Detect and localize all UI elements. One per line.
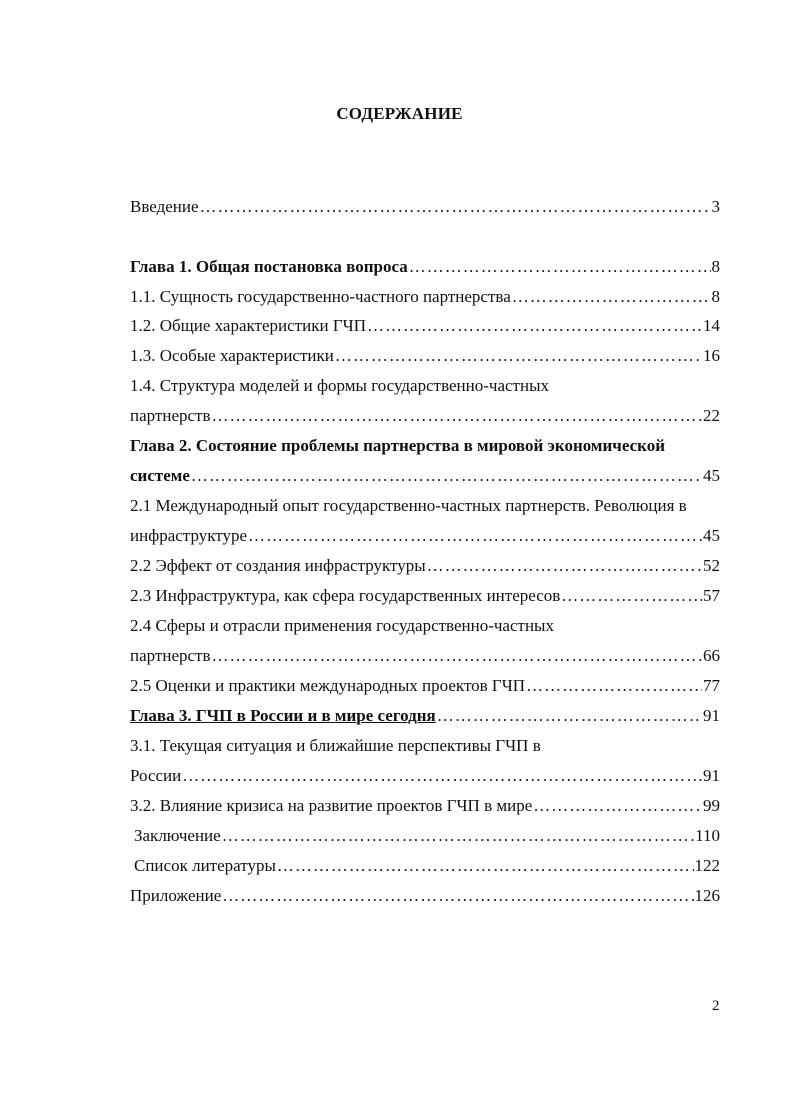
toc-leader-dots: [367, 315, 702, 337]
toc-title: СОДЕРЖАНИЕ: [336, 104, 463, 123]
toc-entry-page: 8: [711, 257, 720, 276]
toc-entry-label: 3.1. Текущая ситуация и ближайшие перспективы ГЧП в: [130, 736, 541, 755]
toc-entry-page: 57: [703, 586, 720, 605]
toc-entry-page: 8: [711, 287, 720, 306]
toc-leader-dots: [437, 705, 702, 727]
toc-entry-label: России: [130, 766, 182, 785]
toc-entry-label: инфраструктуре: [130, 526, 247, 545]
toc-entry-2-4-line1: [130, 615, 720, 637]
toc-entry-label: системе: [130, 466, 190, 485]
toc-entry-2-4-line2: [130, 645, 720, 667]
toc-leader-dots: [409, 256, 711, 278]
toc-leader-dots: [335, 345, 702, 367]
toc-entry-label: 2.3 Инфраструктура, как сфера государственных интересов: [130, 586, 561, 605]
toc-leader-dots: [526, 675, 702, 697]
toc-entry-label: Глава 3. ГЧП в России и в мире сегодня: [130, 706, 436, 725]
toc-entry-introduction: [130, 196, 720, 218]
toc-leader-dots: [191, 465, 702, 487]
toc-entry-chapter-1: [130, 256, 720, 278]
toc-entry-page: 16: [703, 346, 720, 365]
toc-entry-page: 52: [703, 556, 720, 575]
toc-entry-page: 99: [703, 796, 720, 815]
toc-entry-label: 1.1. Сущность государственно-частного партнерства: [130, 287, 511, 306]
toc-entry-page: 126: [694, 886, 720, 905]
toc-leader-dots: [222, 825, 694, 847]
toc-entry-label: 1.3. Особые характеристики: [130, 346, 334, 365]
toc-entry-label: Список литературы: [134, 856, 276, 875]
toc-entry-1-4-line1: [130, 375, 720, 397]
toc-leader-dots: [427, 555, 702, 577]
toc-leader-dots: [212, 645, 703, 667]
toc-entry-2-1-line2: [130, 525, 720, 547]
toc-entry-label: 2.4 Сферы и отрасли применения государственно-частных: [130, 616, 554, 635]
toc-entry-2-5: [130, 675, 720, 697]
toc-leader-dots: [561, 585, 702, 607]
toc-entry-label: 2.5 Оценки и практики международных проектов ГЧП: [130, 676, 526, 695]
toc-entry-bibliography: [134, 855, 720, 877]
toc-entry-3-2: [130, 795, 720, 817]
toc-entry-label: 2.2 Эффект от создания инфраструктуры: [130, 556, 426, 575]
toc-entry-label: 1.4. Структура моделей и формы государственно-частных: [130, 376, 549, 395]
toc-entry-2-1-line1: [130, 495, 720, 517]
toc-leader-dots: [248, 525, 702, 547]
toc-leader-dots: [533, 795, 702, 817]
toc-entry-label: Введение: [130, 197, 199, 216]
toc-entry-label: партнерств: [130, 406, 211, 425]
toc-entry-label: 2.1 Международный опыт государственно-частных партнерств. Революция в: [130, 496, 687, 515]
toc-entry-page: 91: [703, 766, 720, 785]
toc-entry-1-2: [130, 315, 720, 337]
toc-entry-page: 3: [711, 197, 720, 216]
toc-entry-page: 45: [703, 466, 720, 485]
toc-entry-3-1-line1: [130, 735, 720, 757]
toc-entry-label: Заключение: [134, 826, 221, 845]
toc-entry-label: партнерств: [130, 646, 211, 665]
toc-entry-page: 14: [703, 316, 720, 335]
toc-entry-1-1: [130, 286, 720, 308]
toc-entry-conclusion: [134, 825, 720, 847]
toc-entry-appendix: [130, 885, 720, 907]
toc-entry-2-2: [130, 555, 720, 577]
toc-entry-chapter-3: [130, 705, 720, 727]
toc-entry-page: 77: [703, 676, 720, 695]
toc-entry-3-1-line2: [130, 765, 720, 787]
toc-entry-label: 3.2. Влияние кризиса на развитие проектов ГЧП в мире: [130, 796, 533, 815]
toc-entry-page: 122: [694, 856, 720, 875]
toc-entry-1-4-line2: [130, 405, 720, 427]
toc-leader-dots: [512, 286, 711, 308]
toc-entry-label: Приложение: [130, 886, 222, 905]
toc-entry-page: 45: [703, 526, 720, 545]
toc-leader-dots: [200, 196, 711, 218]
toc-entry-page: 66: [703, 646, 720, 665]
toc-leader-dots: [212, 405, 703, 427]
toc-entry-page: 110: [695, 826, 720, 845]
toc-entry-chapter-2-line2: [130, 465, 720, 487]
toc-leader-dots: [277, 855, 694, 877]
page-number: 2: [712, 998, 720, 1014]
toc-entry-2-3: [130, 585, 720, 607]
toc-entry-chapter-2-line1: [130, 435, 720, 457]
toc-entry-page: 91: [703, 706, 720, 725]
toc-entry-1-3: [130, 345, 720, 367]
toc-entry-label: Глава 2. Состояние проблемы партнерства в мировой экономической: [130, 436, 666, 455]
toc-leader-dots: [222, 885, 693, 907]
toc-entry-label: Глава 1. Общая постановка вопроса: [130, 257, 408, 276]
toc-entry-page: 22: [703, 406, 720, 425]
toc-entry-label: 1.2. Общие характеристики ГЧП: [130, 316, 366, 335]
toc-leader-dots: [182, 765, 702, 787]
